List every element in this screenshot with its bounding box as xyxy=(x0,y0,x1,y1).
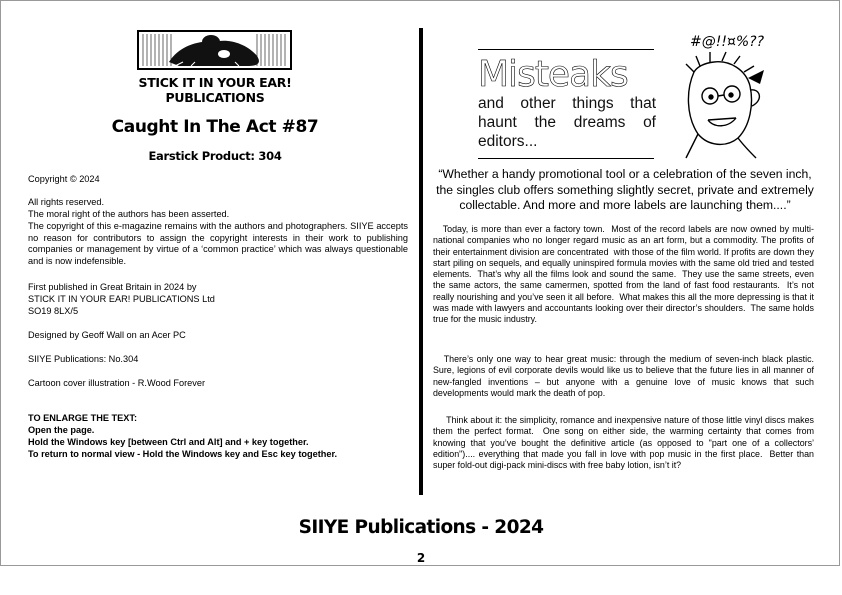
editor-cartoon xyxy=(664,30,774,160)
publisher-name xyxy=(120,75,310,105)
rights-line: All rights reserved. xyxy=(28,197,105,207)
heading-rule-top xyxy=(478,49,654,50)
product-number: Earstick Product: 304 xyxy=(148,149,282,163)
cartoon-caption: #@!!¤%?? xyxy=(690,34,765,50)
heading-rule-bottom xyxy=(478,158,654,159)
publication-line: SO19 8LX/5 xyxy=(28,306,79,316)
page-number: 2 xyxy=(416,551,426,565)
cover-credit: Cartoon cover illustration - R.Wood Forever xyxy=(28,378,206,388)
magazine-title: Caught In The Act #87 xyxy=(111,117,319,137)
enlarge-step: To return to normal view - Hold the Windows key and Esc key together. xyxy=(28,449,338,459)
publication-line: STICK IT IN YOUR EAR! PUBLICATIONS Ltd xyxy=(28,294,215,304)
footer-title: SIIYE Publications - 2024 xyxy=(298,517,544,538)
enlarge-step: Hold the Windows key [between Ctrl and Alt] and + key together. xyxy=(28,437,309,447)
publisher-name-line: STICK IT IN YOUR EAR! xyxy=(138,75,292,90)
rights-line: The moral right of the authors has been asserted. xyxy=(28,209,230,219)
copyright-statement: The copyright of this e-magazine remains with the authors and photographers. SIIYE accepts no reason for contributors to assign the copyright interests in their work to publishing companies or management by virtue of a ‘common practice’ which was always questionable and is now indefensible. xyxy=(28,221,408,266)
ear-logo-illustration xyxy=(139,32,290,68)
publication-line: First published in Great Britain in 2024 by xyxy=(28,282,197,292)
article-paragraph: There’s only one way to hear great music: through the medium of seven-inch black plastic. Sure, legions of evil corporate devils would like us to believe that the future lies in all manner of new-fangled inventions – but anyone with a genuine love of music knows that such developments would mark the death of pop. xyxy=(433,354,819,398)
enlarge-heading: TO ENLARGE THE TEXT: xyxy=(28,413,138,423)
enlarge-step: Open the page. xyxy=(28,425,95,435)
article-paragraph: Today, is more than ever a factory town. Most of the record labels are now owned by multi-national companies who no longer regard music as an art form, but a commodity. The profits of their entertainment division are concentrated with those of the film world. If profits are down they start piling on sequels, and equally uninspired formula movies with the same old tried and tested elements. That’s why all the films look and sound the same. They use the same streets, even the same actors, the same camermen, spotted from the land of fast food restaurants. It’s not really nourishing and you’ve seen it all before. What makes this all the more depressing is that it was made with lawyers and accountants looking over their director’s shoulders. The same holds true for the music industry. xyxy=(433,224,817,325)
publisher-name-line: PUBLICATIONS xyxy=(165,90,265,105)
copyright-line: Copyright © 2024 xyxy=(28,174,100,184)
publisher-logo xyxy=(137,30,292,70)
pull-quote: “Whether a handy promotional tool or a celebration of the seven inch, the singles club offers something slightly secret, private and extremely collectable. And more and more labels are launching them....” xyxy=(436,167,814,213)
designer-credit: Designed by Geoff Wall on an Acer PC xyxy=(28,330,186,340)
article-subheading: and other things that haunt the dreams of editors... xyxy=(478,95,656,150)
page-divider xyxy=(419,28,423,495)
publication-number: SIIYE Publications: No.304 xyxy=(28,354,139,364)
article-paragraph: Think about it: the simplicity, romance and inexpensive nature of those little vinyl discs makes them the perfect format. One song on either side, the warming certainty that comes from knowing that you’ve bought the definitive article (as opposed to "part one of a collectors’ edition").... everything that made you fall in love with pop music in the first place. Better than super fold-out digi-pack mini-discs with free baby lotion, isn’t it? xyxy=(433,415,817,471)
article-heading: Misteaks xyxy=(478,54,628,95)
